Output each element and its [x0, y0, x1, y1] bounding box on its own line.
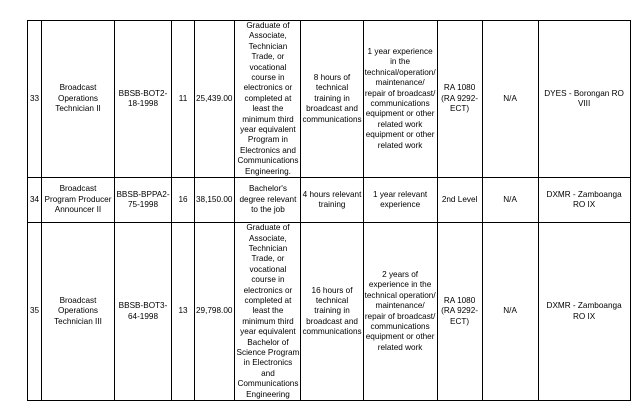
competency-requirement: N/A — [482, 223, 538, 401]
experience-requirement: 2 years of experience in the technical operation/ maintenance/ repair of broadcast/ communications equipment or other related work — [363, 223, 437, 401]
experience-requirement: 1 year relevant experience — [363, 178, 437, 223]
experience-requirement: 1 year experience in the technical/operation/ maintenance/ repair of broadcast/ communications equipment or other related work equipment or other related work — [363, 21, 437, 178]
salary-grade: 11 — [172, 21, 195, 178]
eligibility-requirement: RA 1080 (RA 9292-ECT) — [437, 21, 482, 178]
training-requirement: 4 hours relevant training — [301, 178, 363, 223]
place-of-assignment: DXMR - Zamboanga RO IX — [538, 178, 630, 223]
training-requirement: 16 hours of technical training in broadcast and communications — [301, 223, 363, 401]
education-requirement: Graduate of Associate, Technician Trade, or vocational course in electronics or completed at least the minimum third year equivalent Bachelor of Science Program in Electronics and Communications Engineering — [236, 223, 300, 399]
salary-grade: 13 — [172, 223, 195, 401]
table-row — [28, 21, 631, 178]
education-requirement: Bachelor's degree relevant to the job — [235, 178, 301, 223]
competency-requirement: N/A — [482, 21, 538, 178]
item-number: BBSB-BOT2-18-1998 — [115, 21, 172, 178]
place-of-assignment: DXMR - Zamboanga RO IX — [538, 223, 630, 401]
table-row — [28, 178, 631, 223]
position-title: Broadcast Operations Technician II — [42, 21, 115, 178]
monthly-salary: 29,798.00 — [195, 223, 235, 401]
training-requirement: 8 hours of technical training in broadcast and communications — [301, 21, 363, 178]
place-of-assignment: DYES - Borongan RO VIII — [538, 21, 630, 178]
row-number: 35 — [28, 223, 42, 401]
education-requirement: Graduate of Associate, Technician Trade, or vocational course in electronics or completed at least the minimum third year equivalent Program in Electronics and Communications Engineering. — [235, 21, 301, 178]
eligibility-requirement: RA 1080 (RA 9292-ECT) — [437, 223, 482, 401]
salary-grade: 16 — [172, 178, 195, 223]
eligibility-requirement: 2nd Level — [437, 178, 482, 223]
positions-table — [27, 20, 631, 401]
position-title: Broadcast Operations Technician III — [42, 223, 115, 401]
monthly-salary: 38,150.00 — [195, 178, 235, 223]
competency-requirement: N/A — [482, 178, 538, 223]
table-row — [28, 223, 631, 401]
item-number: BBSB-BPPA2-75-1998 — [115, 178, 172, 223]
row-number: 33 — [28, 21, 42, 178]
item-number: BBSB-BOT3-64-1998 — [115, 223, 172, 401]
row-number: 34 — [28, 178, 42, 223]
position-title: Broadcast Program Producer Announcer II — [42, 178, 115, 223]
monthly-salary: 25,439.00 — [195, 21, 235, 178]
